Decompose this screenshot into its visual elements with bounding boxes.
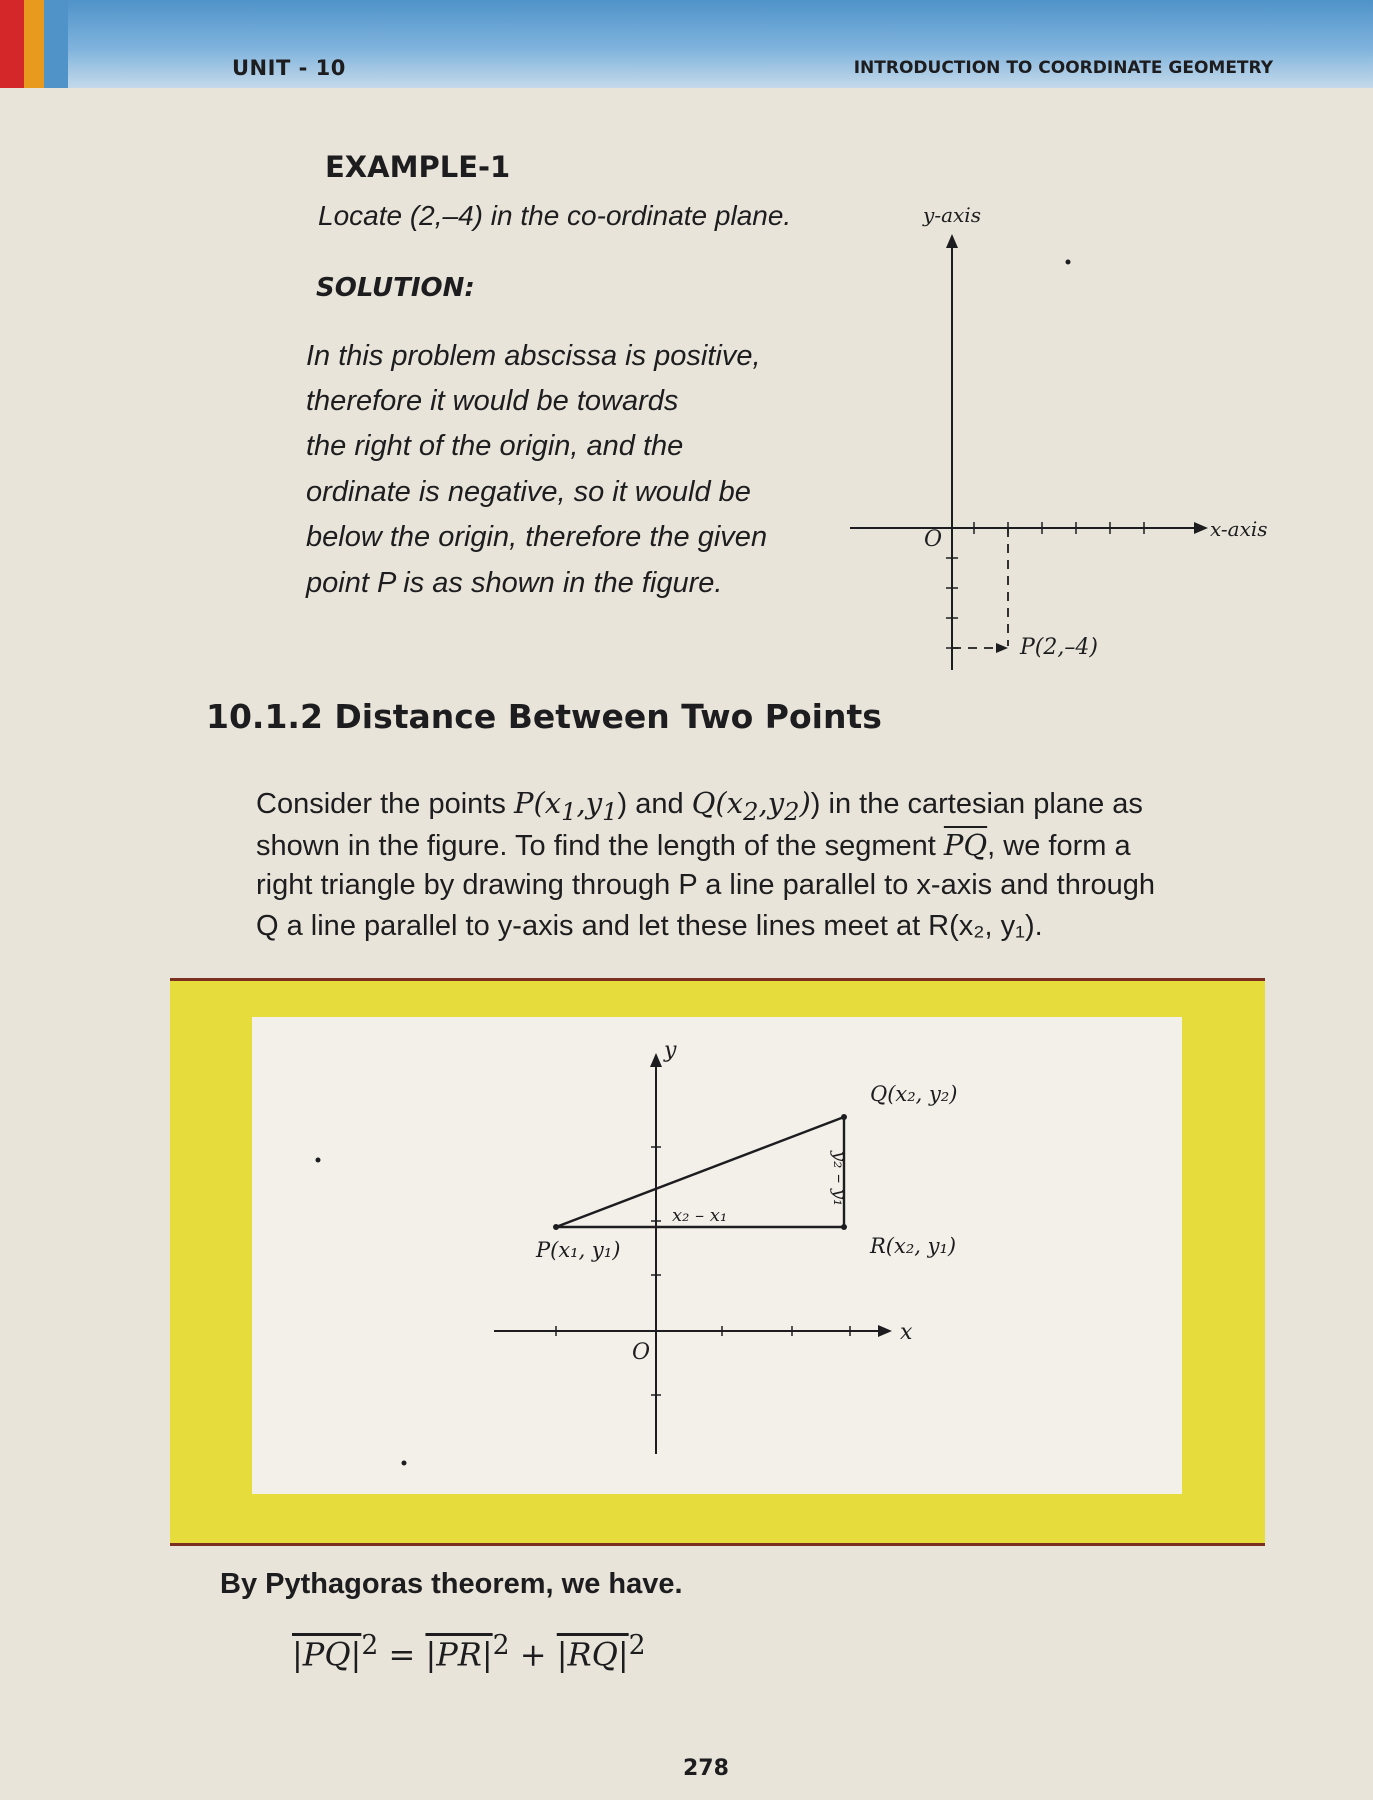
x-axis-label: x-axis bbox=[1210, 517, 1268, 541]
unit-label: UNIT - 10 bbox=[232, 56, 346, 80]
segment-pq: $\overline{PQ}$ bbox=[943, 828, 988, 862]
y-label: y bbox=[664, 1038, 677, 1063]
para-text: ) in the cartesian plane as bbox=[810, 788, 1143, 820]
formula-pr: |PR| bbox=[425, 1635, 493, 1674]
para-text: ) and bbox=[617, 788, 692, 820]
paragraph-line: Q a line parallel to y-axis and let these lines meet at R(x₂, y₁). bbox=[256, 910, 1043, 942]
point-r-marker bbox=[841, 1224, 847, 1230]
header-color-strip bbox=[0, 0, 68, 88]
point-p-marker bbox=[553, 1224, 559, 1230]
stray-dot bbox=[402, 1461, 407, 1466]
x-axis-arrow-icon bbox=[878, 1325, 892, 1337]
solution-line: the right of the origin, and the bbox=[306, 430, 684, 462]
origin-label: O bbox=[632, 1340, 651, 1365]
y-axis-label: y-axis bbox=[923, 203, 981, 227]
x-axis-arrow-icon bbox=[1194, 522, 1208, 534]
paragraph-line bbox=[256, 828, 1296, 863]
y-axis-arrow-icon bbox=[946, 234, 958, 248]
page-number: 278 bbox=[683, 1756, 729, 1781]
horizontal-length-label: x₂ – x₁ bbox=[672, 1205, 728, 1226]
stray-dot bbox=[316, 1158, 321, 1163]
point-q-symbol: Q(x bbox=[691, 786, 744, 820]
paragraph-line: right triangle by drawing through P a line parallel to x-axis and through bbox=[256, 869, 1155, 901]
point-arrow-icon bbox=[996, 643, 1008, 653]
solution-line: therefore it would be towards bbox=[306, 385, 679, 417]
vertical-length-label: y₂ – y₁ bbox=[829, 1151, 850, 1207]
distance-formula bbox=[292, 1630, 646, 1674]
chapter-title: INTRODUCTION TO COORDINATE GEOMETRY bbox=[853, 58, 1273, 78]
solution-title: SOLUTION: bbox=[316, 273, 475, 303]
point-p-label: P(2,–4) bbox=[1020, 635, 1098, 660]
formula-rq: |RQ| bbox=[556, 1635, 629, 1674]
solution-line: below the origin, therefore the given bbox=[306, 521, 768, 553]
point-p-symbol: P(x bbox=[513, 786, 562, 820]
formula-exponent: 2 bbox=[361, 1630, 379, 1661]
point-q-marker bbox=[841, 1114, 847, 1120]
formula-equals: = bbox=[378, 1635, 426, 1674]
example-title: EXAMPLE-1 bbox=[325, 150, 511, 184]
stray-dot bbox=[1066, 260, 1071, 265]
distance-figure-panel bbox=[252, 1017, 1182, 1494]
paragraph-line: Consider the points $P(x_1,y_1)$ and $Q(x_2,y_2)$) in the cartesian plane as bbox=[256, 786, 1143, 826]
para-text: shown in the figure. To find the length of the segment bbox=[256, 830, 944, 862]
solution-line: point P is as shown in the figure. bbox=[306, 567, 723, 599]
distance-figure bbox=[252, 1017, 1182, 1494]
formula-exponent: 2 bbox=[628, 1630, 646, 1661]
x-label: x bbox=[900, 1320, 913, 1345]
para-text: , we form a bbox=[987, 830, 1131, 862]
point-p-label: P(x₁, y₁) bbox=[536, 1238, 621, 1262]
formula-plus: + bbox=[509, 1635, 557, 1674]
example-statement: Locate (2,–4) in the co-ordinate plane. bbox=[318, 200, 792, 231]
para-text: Consider the points bbox=[256, 788, 514, 820]
formula-exponent: 2 bbox=[492, 1630, 510, 1661]
point-q-label: Q(x₂, y₂) bbox=[870, 1082, 958, 1106]
section-heading: 10.1.2 Distance Between Two Points bbox=[206, 697, 882, 736]
solution-line: In this problem abscissa is positive, bbox=[306, 340, 761, 372]
solution-line: ordinate is negative, so it would be bbox=[306, 476, 751, 508]
example-coordinate-figure bbox=[840, 200, 1280, 680]
y-axis-arrow-icon bbox=[650, 1053, 662, 1067]
origin-label: O bbox=[924, 527, 943, 552]
pythagoras-statement: By Pythagoras theorem, we have. bbox=[220, 1568, 683, 1600]
formula-pq: |PQ| bbox=[292, 1635, 362, 1674]
point-r-label: R(x₂, y₁) bbox=[870, 1234, 957, 1258]
